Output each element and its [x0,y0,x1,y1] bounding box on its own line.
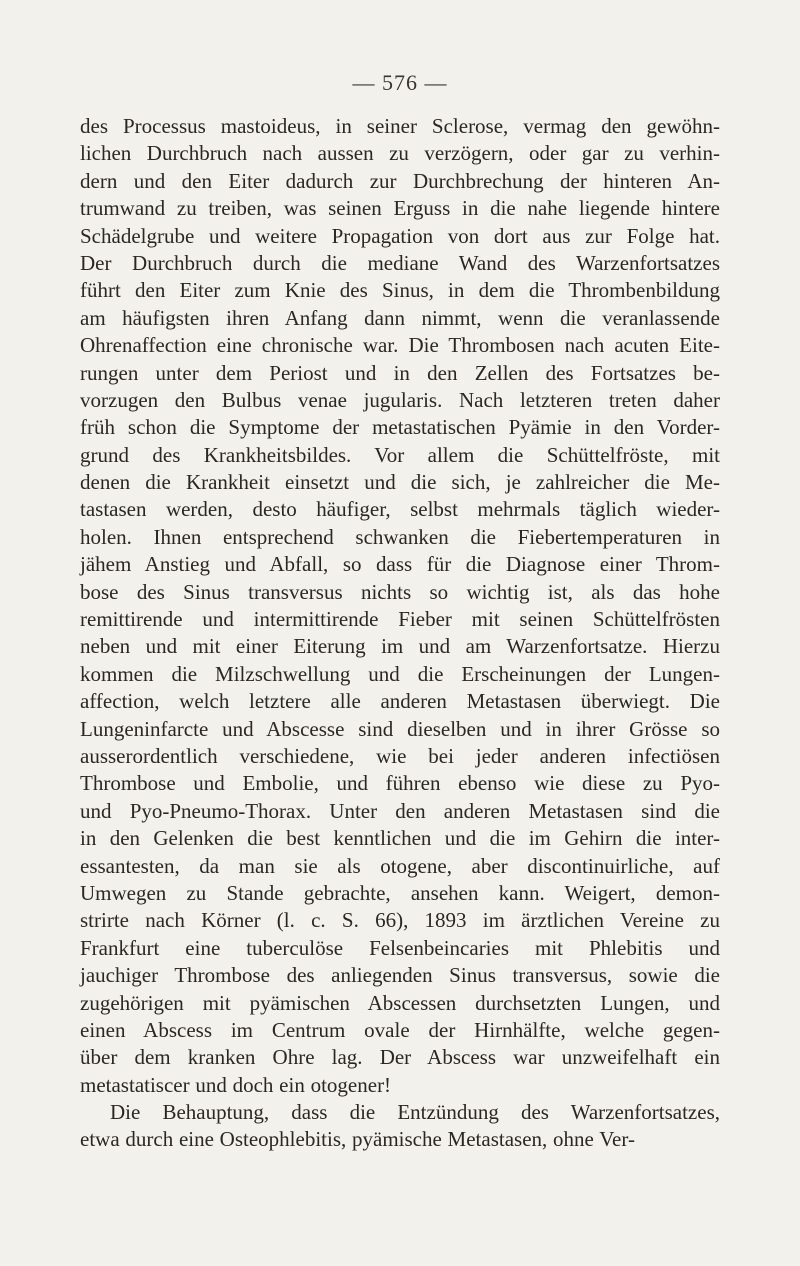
text-line: Der Durchbruch durch die mediane Wand des Warzenfortsatzes [80,250,720,275]
body-text [80,113,720,1154]
text-line: über dem kranken Ohre lag. Der Abscess war unzweifelhaft ein [80,1045,720,1070]
text-line: vorzugen den Bulbus venae jugularis. Nach letzteren treten daher [80,387,720,412]
text-line: Umwegen zu Stande gebrachte, ansehen kann. Weigert, demon- [80,880,720,905]
text-line: kommen die Milzschwellung und die Erscheinungen der Lungen- [80,661,720,686]
text-line: holen. Ihnen entsprechend schwanken die Fiebertemperaturen in [80,524,720,549]
text-line: ausserordentlich verschiedene, wie bei jeder anderen infectiösen [80,743,720,768]
text-line: grund des Krankheitsbildes. Vor allem die Schüttelfröste, mit [80,442,720,467]
text-line: etwa durch eine Osteophlebitis, pyämische Metastasen, ohne Ver- [80,1127,635,1152]
text-line: einen Abscess im Centrum ovale der Hirnhälfte, welche gegen- [80,1017,720,1042]
text-line: metastatiscer und doch ein otogener! [80,1072,392,1097]
text-line: Frankfurt eine tuberculöse Felsenbeincaries mit Phlebitis und [80,935,720,960]
text-line: trumwand zu treiben, was seinen Erguss in die nahe liegende hintere [80,196,720,221]
text-line: in den Gelenken die best kenntlichen und die im Gehirn die inter- [80,826,720,851]
text-line: affection, welch letztere alle anderen Metastasen überwiegt. Die [80,689,720,714]
paragraph [80,1099,720,1154]
text-line: Lungeninfarcte und Abscesse sind dieselben und in ihrer Grösse so [80,716,720,741]
text-line: führt den Eiter zum Knie des Sinus, in dem die Thrombenbildung [80,278,720,303]
text-line: und Pyo-Pneumo-Thorax. Unter den anderen Metastasen sind die [80,798,720,823]
text-line: jähem Anstieg und Abfall, so dass für die Diagnose einer Throm- [80,552,720,577]
text-line: dern und den Eiter dadurch zur Durchbrechung der hinteren An- [80,168,720,193]
text-line: des Processus mastoideus, in seiner Sclerose, vermag den gewöhn- [80,114,720,138]
text-line: Thrombose und Embolie, und führen ebenso wie diese zu Pyo- [80,771,720,796]
text-line: am häufigsten ihren Anfang dann nimmt, wenn die veranlassende [80,305,720,330]
text-line: denen die Krankheit einsetzt und die sich, je zahlreicher die Me- [80,470,720,495]
text-line: tastasen werden, desto häufiger, selbst mehrmals täglich wieder- [80,497,720,522]
text-line: zugehörigen mit pyämischen Abscessen durchsetzten Lungen, und [80,990,720,1015]
text-line: lichen Durchbruch nach aussen zu verzögern, oder gar zu verhin- [80,141,720,166]
paragraph [80,113,720,1099]
text-line: bose des Sinus transversus nichts so wichtig ist, als das hohe [80,579,720,604]
text-line: remittirende und intermittirende Fieber mit seinen Schüttelfrösten [80,607,720,632]
page-number: — 576 — [352,70,448,95]
text-line: neben und mit einer Eiterung im und am Warzenfortsatze. Hierzu [80,634,720,659]
text-line: Die Behauptung, dass die Entzündung des Warzenfortsatzes, [110,1100,720,1125]
text-line: strirte nach Körner (l. c. S. 66), 1893 im ärztlichen Vereine zu [80,908,720,933]
text-line: früh schon die Symptome der metastatischen Pyämie in den Vorder- [80,415,720,440]
text-line: essantesten, da man sie als otogene, aber discontinuirliche, auf [80,853,720,878]
text-line: rungen unter dem Periost und in den Zellen des Fortsatzes be- [80,360,720,385]
text-line: Ohrenaffection eine chronische war. Die Thrombosen nach acuten Eite- [80,333,720,358]
text-line: jauchiger Thrombose des anliegenden Sinus transversus, sowie die [80,963,720,988]
text-line: Schädelgrube und weitere Propagation von dort aus zur Folge hat. [80,223,720,248]
